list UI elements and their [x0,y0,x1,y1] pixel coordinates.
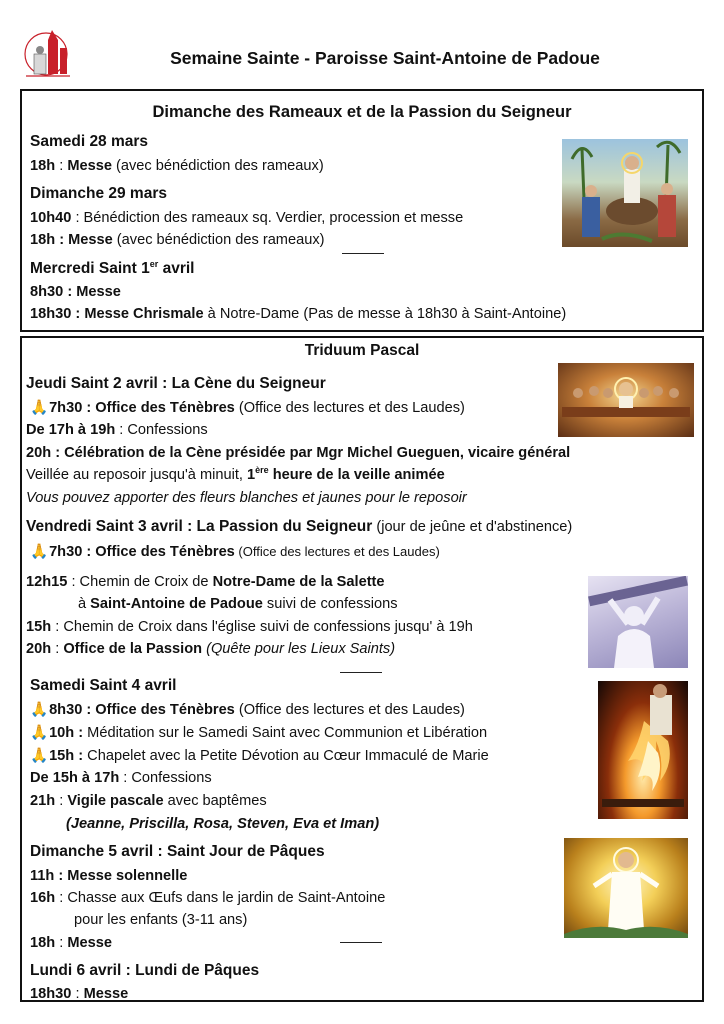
palm-sunday-image [562,139,688,247]
separator [342,253,384,254]
mercredi-heading: Mercredi Saint 1er avril [30,258,195,277]
prayer-icon: 🙏 [30,544,49,560]
dimanche-29-heading: Dimanche 29 mars [30,185,167,202]
vendredi-heading: Vendredi Saint 3 avril : La Passion du Seigneur (jour de jeûne et d'abstinence) [26,518,573,535]
separator [340,942,382,943]
vendredi-line-5: 20h : Office de la Passion (Quête pour les Lieux Saints) [26,641,396,657]
jeudi-line-4: Veillée au reposoir jusqu'à minuit, 1ère heure de la veille animée [26,465,445,483]
samedi-line-3: 🙏 15h : Chapelet avec la Petite Dévotion au Cœur Immaculé de Marie [30,748,489,764]
samedi-28-line: 18h : Messe (avec bénédiction des rameaux) [30,158,324,174]
lundi-heading: Lundi 6 avril : Lundi de Pâques [30,962,260,979]
jeudi-line-2: De 17h à 19h : Confessions [26,422,208,438]
dimanche-29-line-1: 10h40 : Bénédiction des rameaux sq. Verdier, procession et messe [30,210,464,226]
jeudi-line-1: 🙏 7h30 : Office des Ténèbres (Office des lectures et des Laudes) [30,400,465,416]
dimanche-line-2: 16h : Chasse aux Œufs dans le jardin de Saint-Antoine [30,890,386,906]
vendredi-line-4: 15h : Chemin de Croix dans l'église suivi de confessions jusqu' à 19h [26,619,473,635]
dimanche-line-3: pour les enfants (3-11 ans) [74,912,248,928]
prayer-icon: 🙏 [30,725,49,741]
page-title: Semaine Sainte - Paroisse Saint-Antoine de Padoue [170,48,600,68]
samedi-28-heading: Samedi 28 mars [30,133,149,150]
triduum-title: Triduum Pascal [304,342,420,359]
mercredi-line-1: 8h30 : Messe [30,284,121,300]
vendredi-line-1: 🙏 7h30 : Office des Ténèbres (Office des lectures et des Laudes) [30,544,440,560]
samedi-line-6: (Jeanne, Priscilla, Rosa, Steven, Eva et Iman) [66,816,380,832]
rameaux-title: Dimanche des Rameaux et de la Passion du Seigneur [152,103,572,121]
risen-christ-image [564,838,688,938]
jeudi-heading: Jeudi Saint 2 avril : La Cène du Seigneur [26,375,326,392]
vendredi-line-2: 12h15 : Chemin de Croix de Notre-Dame de la Salette [26,574,385,590]
dimanche-line-4: 18h : Messe [30,935,112,951]
lundi-line-1: 18h30 : Messe [30,986,129,1002]
samedi-line-1: 🙏 8h30 : Office des Ténèbres (Office des lectures et des Laudes) [30,702,465,718]
prayer-icon: 🙏 [30,400,49,416]
triduum-section [20,336,704,1002]
prayer-icon: 🙏 [30,702,49,718]
jeudi-line-5: Vous pouvez apporter des fleurs blanches et jaunes pour le reposoir [26,490,467,506]
crucifixion-image [588,576,688,668]
samedi-line-4: De 15h à 17h : Confessions [30,770,212,786]
last-supper-image [558,363,694,437]
jeudi-line-3: 20h : Célébration de la Cène présidée par Mgr Michel Gueguen, vicaire général [26,445,571,461]
mercredi-line-2: 18h30 : Messe Chrismale à Notre-Dame (Pas de messe à 18h30 à Saint-Antoine) [30,306,567,322]
dimanche-paques-heading: Dimanche 5 avril : Saint Jour de Pâques [30,843,325,860]
dimanche-29-line-2: 18h : Messe (avec bénédiction des rameaux) [30,232,325,248]
prayer-icon: 🙏 [30,748,49,764]
easter-fire-image [598,681,688,819]
rameaux-section [20,89,704,332]
samedi-line-2: 🙏 10h : Méditation sur le Samedi Saint avec Communion et Libération [30,725,488,741]
dimanche-line-1: 11h : Messe solennelle [30,868,188,884]
separator [340,672,382,673]
samedi-line-5: 21h : Vigile pascale avec baptêmes [30,793,267,809]
samedi-saint-heading: Samedi Saint 4 avril [30,677,177,694]
vendredi-line-3: à Saint-Antoine de Padoue suivi de confessions [78,596,398,612]
parish-logo [22,24,76,80]
